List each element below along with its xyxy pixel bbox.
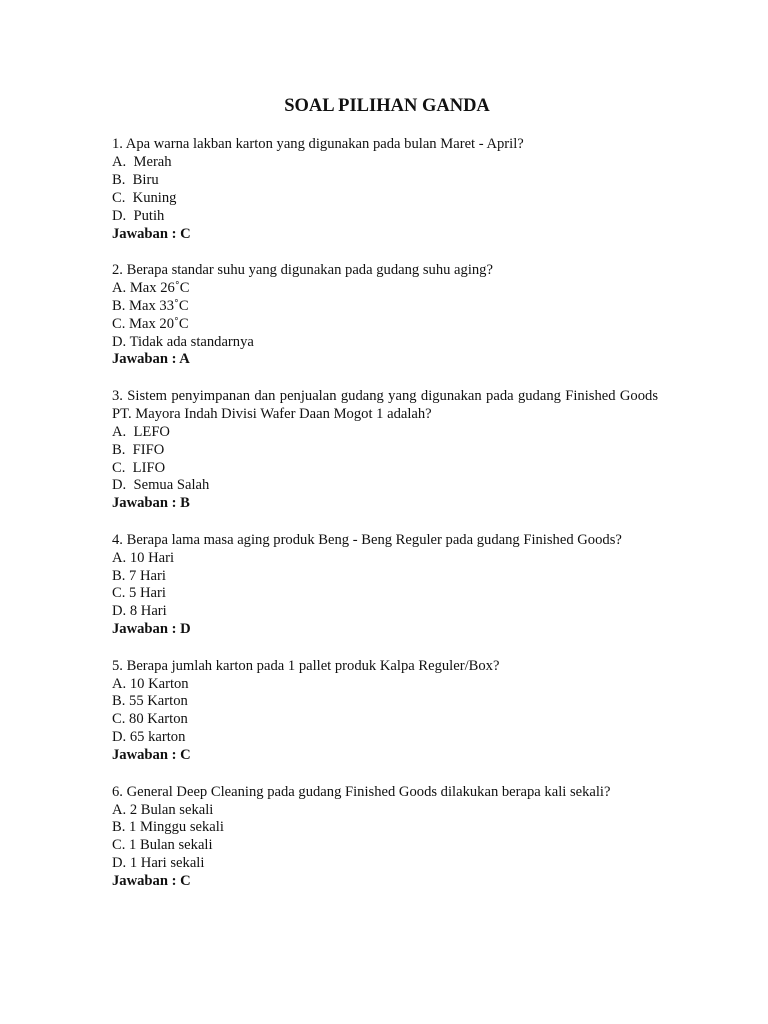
option-c: C. 80 Karton	[112, 711, 188, 728]
answer-key: Jawaban : A	[112, 351, 190, 368]
option-d: D. 65 karton	[112, 729, 186, 746]
option-b: B. 7 Hari	[112, 567, 166, 584]
option-list	[112, 154, 658, 226]
answer-key: Jawaban : C	[112, 747, 191, 764]
question-text: 5. Berapa jumlah karton pada 1 pallet produk Kalpa Reguler/Box?	[112, 657, 500, 674]
option-c: C. Kuning	[112, 189, 177, 206]
question-text: 3. Sistem penyimpanan dan penjualan gudang yang digunakan pada gudang Finished Goods PT. Mayora Indah Divisi Wafer Daan Mogot 1 adalah?	[112, 387, 658, 422]
question-4	[112, 532, 658, 639]
question-text: 1. Apa warna lakban karton yang digunakan pada bulan Maret - April?	[112, 136, 524, 152]
option-list	[112, 676, 658, 748]
option-c: C. 5 Hari	[112, 585, 166, 602]
option-d: D. Semua Salah	[112, 477, 210, 494]
question-5	[112, 658, 658, 765]
option-b: B. 1 Minggu sekali	[112, 819, 224, 836]
question-text: 6. General Deep Cleaning pada gudang Finished Goods dilakukan berapa kali sekali?	[112, 783, 611, 800]
question-1	[112, 136, 658, 243]
option-list	[112, 280, 658, 352]
question-text: 4. Berapa lama masa aging produk Beng - Beng Reguler pada gudang Finished Goods?	[112, 531, 622, 548]
answer-key: Jawaban : C	[112, 225, 191, 242]
option-list	[112, 424, 658, 496]
option-d: D. Tidak ada standarnya	[112, 333, 254, 350]
option-a: A. 10 Hari	[112, 549, 175, 566]
option-b: B. Biru	[112, 171, 159, 188]
option-list	[112, 550, 658, 622]
option-b: B. Max 33˚C	[112, 297, 189, 314]
option-d: D. 8 Hari	[112, 603, 167, 620]
option-a: A. Max 26˚C	[112, 279, 190, 296]
option-d: D. 1 Hari sekali	[112, 855, 205, 872]
option-list	[112, 802, 658, 874]
answer-key: Jawaban : D	[112, 621, 191, 638]
option-d: D. Putih	[112, 207, 165, 224]
option-a: A. LEFO	[112, 423, 170, 440]
option-a: A. 2 Bulan sekali	[112, 801, 214, 818]
option-c: C. Max 20˚C	[112, 315, 189, 332]
answer-key: Jawaban : B	[112, 495, 190, 512]
option-b: B. 55 Karton	[112, 693, 188, 710]
option-a: A. Merah	[112, 153, 172, 170]
question-2	[112, 262, 658, 369]
answer-key: Jawaban : C	[112, 873, 191, 890]
option-c: C. LIFO	[112, 459, 166, 476]
option-a: A. 10 Karton	[112, 675, 189, 692]
question-text: 2. Berapa standar suhu yang digunakan pada gudang suhu aging?	[112, 261, 493, 278]
option-b: B. FIFO	[112, 441, 165, 458]
option-c: C. 1 Bulan sekali	[112, 837, 213, 854]
question-3	[112, 388, 658, 513]
page-title: SOAL PILIHAN GANDA	[284, 96, 490, 116]
question-6	[112, 784, 658, 891]
